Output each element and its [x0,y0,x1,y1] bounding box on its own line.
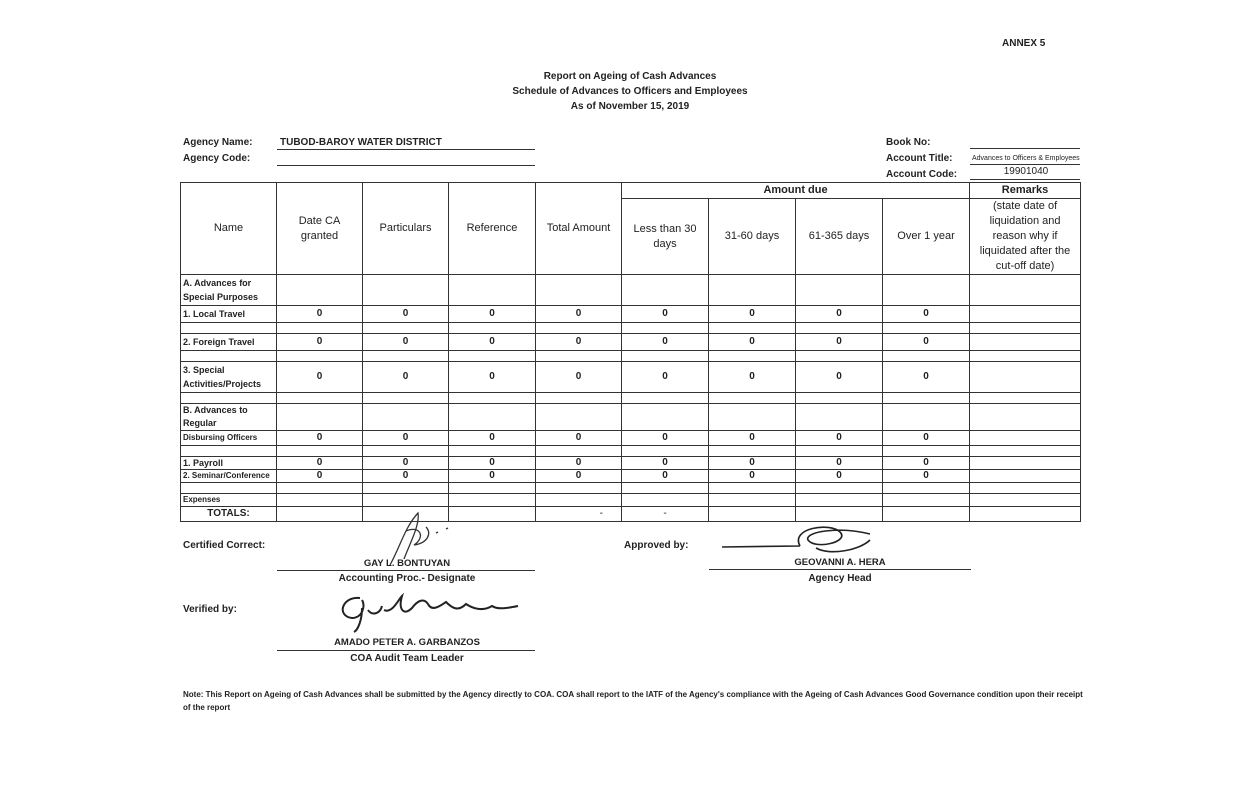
remarks-note: (state date of liquidation and reason why if liquidated after the cut-off date) [970,199,1081,275]
zero-cell: 0 [883,362,970,393]
zero-cell: 0 [363,306,449,323]
zero-cell: 0 [536,306,622,323]
section-a-row [181,275,1081,306]
zero-cell: 0 [363,362,449,393]
section-b-row [181,404,1081,431]
verified-label: Verified by: [183,604,237,615]
zero-cell: 0 [709,362,796,393]
table-row [181,306,1081,323]
spacer-row [181,323,1081,334]
certified-name: GAY L. BONTUYAN [363,558,451,569]
table-row [181,494,1081,507]
zero-cell: 0 [709,457,796,470]
verified-title: COA Audit Team Leader [350,653,464,664]
zero-cell: 0 [536,362,622,393]
zero-cell: 0 [277,431,363,446]
row-label: 2. Foreign Travel [181,334,277,351]
row-label: Expenses [181,494,277,507]
table-row [181,362,1081,393]
zero-cell: 0 [449,470,536,483]
table-row [181,431,1081,446]
zero-cell: 0 [449,457,536,470]
zero-cell: 0 [536,470,622,483]
spacer-row [181,483,1081,494]
agency-name-value: TUBOD-BAROY WATER DISTRICT [280,137,442,148]
section-b-label: B. Advances to Regular [181,404,277,431]
table-row [181,470,1081,483]
account-code-label: Account Code: [886,169,958,180]
amount-due-header: Amount due [622,183,970,199]
approved-title: Agency Head [808,573,872,584]
header-row-1 [181,183,1081,199]
zero-cell: 0 [796,362,883,393]
zero-cell: 0 [796,334,883,351]
annex-label: ANNEX 5 [1002,38,1046,49]
verified-signature [332,586,532,634]
zero-cell: 0 [622,306,709,323]
account-title-underline [970,164,1080,165]
zero-cell: 0 [363,334,449,351]
verified-name: AMADO PETER A. GARBANZOS [334,637,480,648]
certified-title: Accounting Proc.- Designate [338,573,476,584]
agency-name-label: Agency Name: [183,137,253,148]
total-amount-dash: - [536,507,622,522]
zero-cell: 0 [622,362,709,393]
zero-cell: 0 [449,334,536,351]
zero-cell: 0 [363,470,449,483]
certified-underline [277,570,535,571]
zero-cell: 0 [709,470,796,483]
col-lt30-header: Less than 30 days [622,199,709,275]
table-row [181,334,1081,351]
zero-cell: 0 [277,334,363,351]
zero-cell: 0 [796,431,883,446]
zero-cell: 0 [277,362,363,393]
ageing-table [180,182,1081,522]
agency-code-label: Agency Code: [183,153,251,164]
account-code-value: 19901040 [1003,166,1049,177]
approved-name: GEOVANNI A. HERA [794,557,886,568]
spacer-row [181,393,1081,404]
zero-cell: 0 [622,457,709,470]
zero-cell: 0 [536,457,622,470]
account-title-label: Account Title: [886,153,953,164]
book-no-label: Book No: [886,137,931,148]
zero-cell: 0 [277,306,363,323]
lt30-dash: - [622,507,709,522]
zero-cell: 0 [883,306,970,323]
zero-cell: 0 [277,470,363,483]
zero-cell: 0 [536,431,622,446]
zero-cell: 0 [883,431,970,446]
zero-cell: 0 [622,431,709,446]
zero-cell: 0 [883,457,970,470]
zero-cell: 0 [796,457,883,470]
agency-name-underline [277,149,535,150]
zero-cell: 0 [449,306,536,323]
zero-cell: 0 [536,334,622,351]
spacer-row [181,446,1081,457]
section-a-label: A. Advances for Special Purposes [181,275,277,306]
row-label: 1. Local Travel [181,306,277,323]
account-code-underline [970,179,1080,180]
zero-cell: 0 [709,306,796,323]
col-over1-header: Over 1 year [883,199,970,275]
row-label: 2. Seminar/Conference [181,470,277,483]
approved-label: Approved by: [624,540,689,551]
spacer-row [181,351,1081,362]
zero-cell: 0 [796,306,883,323]
verified-underline [277,650,535,651]
zero-cell: 0 [277,457,363,470]
zero-cell: 0 [883,470,970,483]
book-no-underline [970,148,1080,149]
col-61-365-header: 61-365 days [796,199,883,275]
col-name-header: Name [181,183,277,275]
row-label: Disbursing Officers [181,431,277,446]
zero-cell: 0 [622,334,709,351]
agency-code-underline [277,165,535,166]
table-row [181,457,1081,470]
approved-signature [720,520,890,562]
approved-underline [709,569,971,570]
zero-cell: 0 [363,457,449,470]
col-total-header: Total Amount [536,183,622,275]
zero-cell: 0 [449,362,536,393]
report-date: As of November 15, 2019 [570,101,690,112]
zero-cell: 0 [622,470,709,483]
col-reference-header: Reference [449,183,536,275]
col-date-header: Date CA granted [277,183,363,275]
report-note: Note: This Report on Ageing of Cash Advances shall be submitted by the Agency directly to COA. COA shall report to the IATF of the Agency's compliance with the Ageing of Cash Advances Good Governance condition upon their receipt of the report [183,690,1083,712]
zero-cell: 0 [709,334,796,351]
col-31-60-header: 31-60 days [709,199,796,275]
totals-row [181,507,1081,522]
zero-cell: 0 [796,470,883,483]
remarks-header: Remarks [970,183,1081,199]
certified-label: Certified Correct: [183,540,266,551]
report-title: Report on Ageing of Cash Advances [543,71,717,82]
col-particulars-header: Particulars [363,183,449,275]
zero-cell: 0 [363,431,449,446]
row-label: 3. Special Activities/Projects [181,362,277,393]
row-label: 1. Payroll [181,457,277,470]
account-title-value: Advances to Officers & Employees [972,155,1080,162]
report-titles [400,69,860,114]
report-subtitle: Schedule of Advances to Officers and Employees [512,86,748,97]
totals-label: TOTALS: [181,507,277,522]
zero-cell: 0 [709,431,796,446]
zero-cell: 0 [883,334,970,351]
zero-cell: 0 [449,431,536,446]
